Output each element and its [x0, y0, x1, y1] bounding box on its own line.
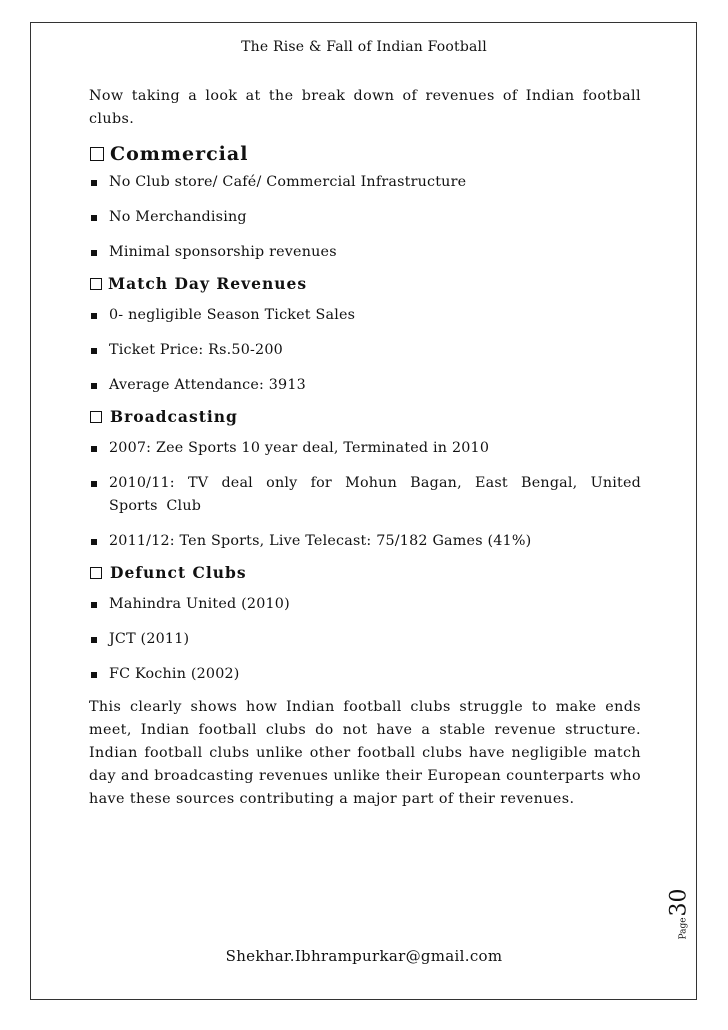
section-heading-label: Match Day Revenues	[108, 274, 308, 293]
page-header-title: The Rise & Fall of Indian Football	[241, 39, 487, 55]
section-heading-defunct-clubs	[89, 563, 641, 582]
footer-email: Shekhar.Ibhrampurkar@gmail.com	[225, 947, 503, 965]
list-item: Average Attendance: 3913	[89, 374, 641, 397]
square-bullet-icon	[91, 383, 97, 389]
section-heading-label: Defunct Clubs	[110, 563, 247, 582]
list-item: No Merchandising	[89, 206, 641, 229]
intro-paragraph: Now taking a look at the break down of revenues of Indian football clubs.	[89, 88, 641, 127]
square-bullet-icon	[91, 446, 97, 452]
checkbox-bullet-icon	[90, 278, 102, 290]
list-item: Mahindra United (2010)	[89, 593, 641, 616]
checkbox-bullet-icon	[90, 567, 102, 579]
section-heading-match-day-revenues	[89, 274, 641, 293]
broadcasting-list	[89, 437, 641, 553]
checkbox-bullet-icon	[90, 411, 102, 423]
list-item: 0- negligible Season Ticket Sales	[89, 304, 641, 327]
list-item: 2007: Zee Sports 10 year deal, Terminated in 2010	[89, 437, 641, 460]
square-bullet-icon	[91, 539, 97, 545]
list-item: No Club store/ Café/ Commercial Infrastructure	[89, 171, 641, 194]
checkbox-bullet-icon	[90, 147, 104, 161]
match-day-list	[89, 304, 641, 397]
commercial-list	[89, 171, 641, 264]
square-bullet-icon	[91, 348, 97, 354]
list-item: Minimal sponsorship revenues	[89, 241, 641, 264]
square-bullet-icon	[91, 180, 97, 186]
list-item: 2010/11: TV deal only for Mohun Bagan, East Bengal, United Sports Club	[89, 472, 641, 518]
section-heading-label: Commercial	[110, 143, 249, 165]
section-heading-label: Broadcasting	[110, 407, 238, 426]
square-bullet-icon	[91, 602, 97, 608]
page-number-value: 30	[666, 888, 692, 917]
list-item: JCT (2011)	[89, 628, 641, 651]
square-bullet-icon	[91, 313, 97, 319]
list-item: 2011/12: Ten Sports, Live Telecast: 75/182 Games (41%)	[89, 530, 641, 553]
section-heading-broadcasting	[89, 407, 641, 426]
page-label: Page	[678, 917, 689, 940]
conclusion-paragraph: This clearly shows how Indian football clubs struggle to make ends meet, Indian football clubs do not have a stable revenue structure. Indian football clubs unlike other football clubs have negligible match day and broadcasting revenues unlike their European counterparts who have these sources contributing a major part of their revenues.	[89, 699, 641, 807]
list-item: Ticket Price: Rs.50-200	[89, 339, 641, 362]
section-heading-commercial	[89, 143, 641, 165]
square-bullet-icon	[91, 481, 97, 487]
list-item: FC Kochin (2002)	[89, 663, 641, 686]
main-content	[89, 85, 641, 811]
page-number	[664, 884, 694, 944]
square-bullet-icon	[91, 250, 97, 256]
defunct-clubs-list	[89, 593, 641, 686]
square-bullet-icon	[91, 215, 97, 221]
square-bullet-icon	[91, 637, 97, 643]
square-bullet-icon	[91, 672, 97, 678]
